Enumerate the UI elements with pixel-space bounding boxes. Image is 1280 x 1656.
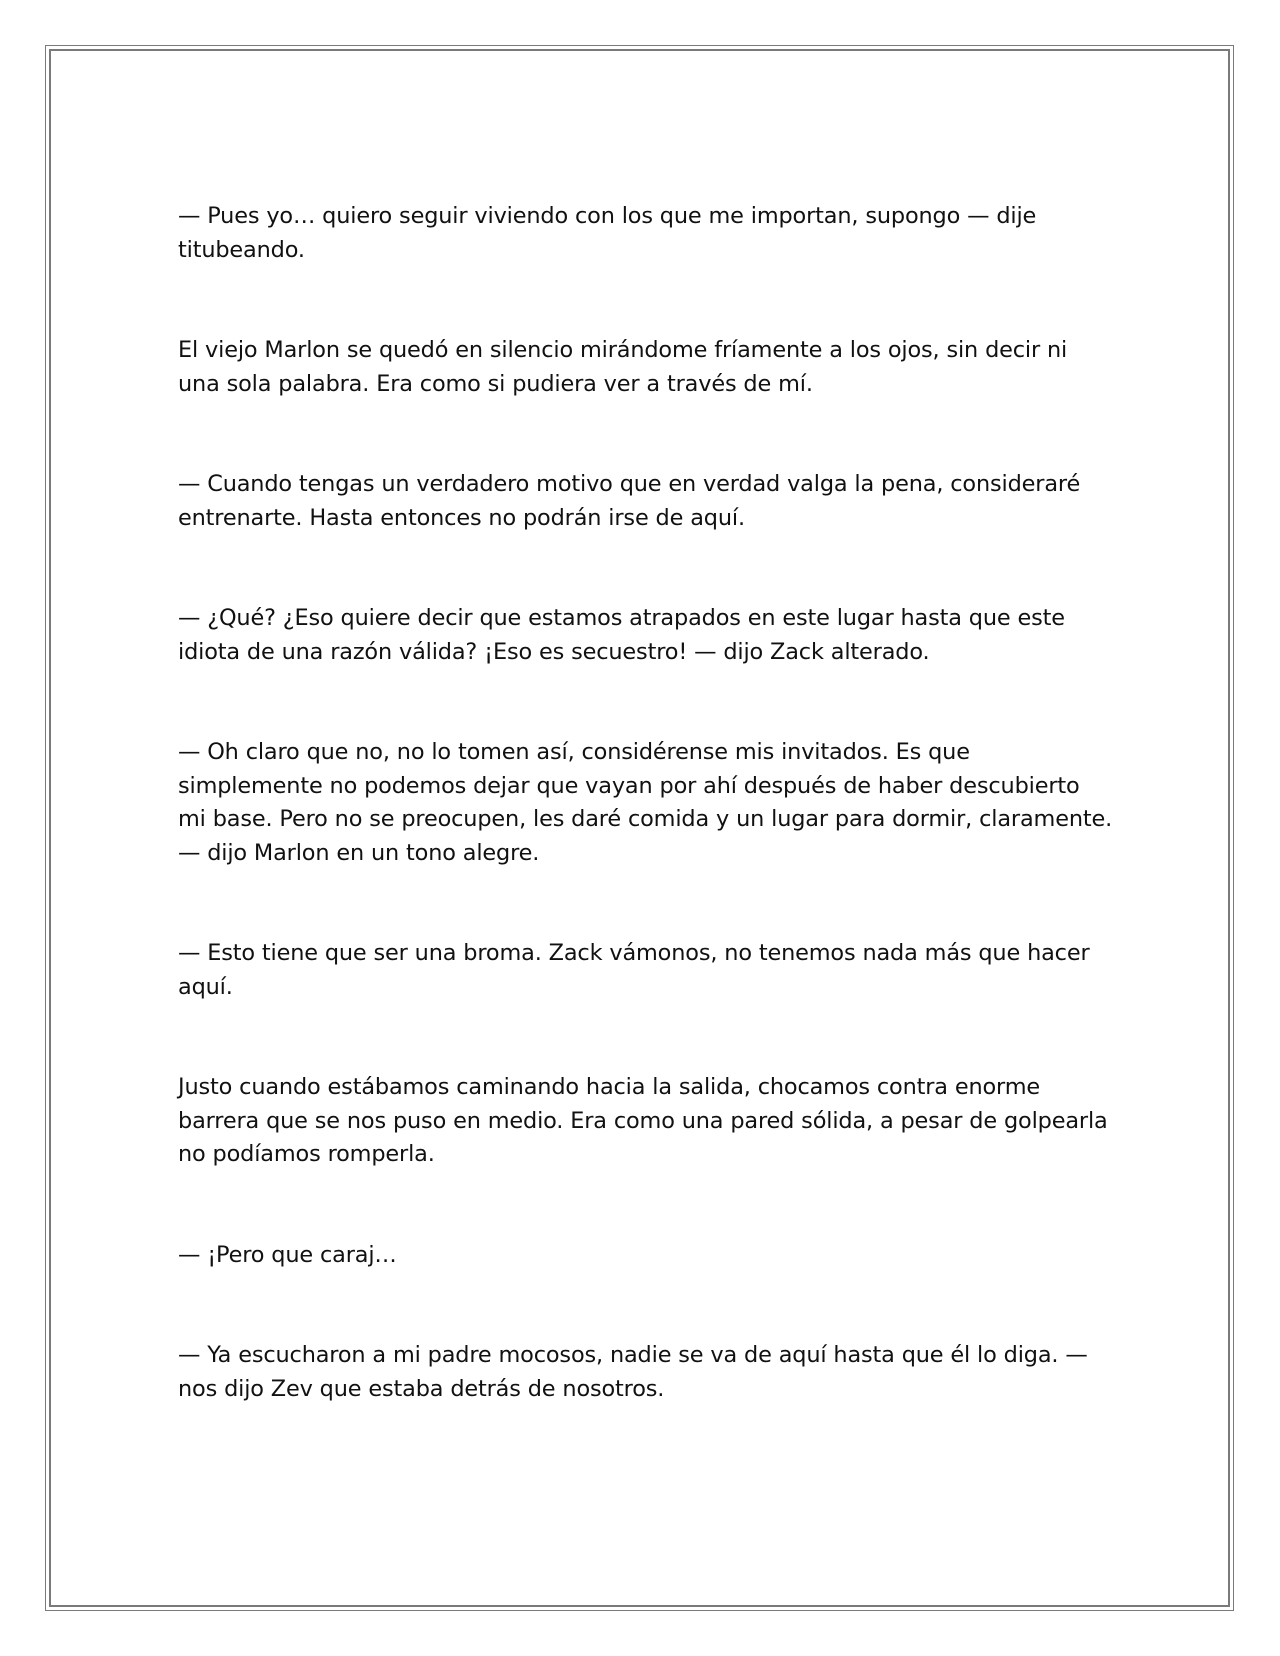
paragraph-line: — Ya escucharon a mi padre mocosos, nadie se va de aquí hasta que él lo diga. — bbox=[178, 1342, 1088, 1368]
paragraph-line: entrenarte. Hasta entonces no podrán irse de aquí. bbox=[178, 504, 745, 531]
paragraph-line: El viejo Marlon se quedó en silencio mirándome fríamente a los ojos, sin decir ni bbox=[178, 337, 1068, 363]
paragraph-7 bbox=[178, 1071, 1118, 1172]
paragraph-line: nos dijo Zev que estaba detrás de nosotros. bbox=[178, 1375, 665, 1402]
paragraph-line: mi base. Pero no se preocupen, les daré comida y un lugar para dormir, claramente. bbox=[178, 806, 1113, 832]
paragraph-line: — Oh claro que no, no lo tomen así, considérense mis invitados. Es que bbox=[178, 739, 970, 765]
paragraph-1 bbox=[178, 200, 1118, 267]
paragraph-8 bbox=[178, 1239, 1118, 1273]
paragraph-line: — dijo Marlon en un tono alegre. bbox=[178, 839, 540, 866]
paragraph-line: barrera que se nos puso en medio. Era como una pared sólida, a pesar de golpearla bbox=[178, 1107, 1108, 1134]
paragraph-line: — Cuando tengas un verdadero motivo que en verdad valga la pena, consideraré bbox=[178, 471, 1081, 497]
paragraph-5 bbox=[178, 736, 1118, 870]
document-body bbox=[178, 200, 1118, 1406]
paragraph-line: — Pues yo… quiero seguir viviendo con los que me importan, supongo — dije bbox=[178, 203, 1037, 229]
paragraph-6 bbox=[178, 937, 1118, 1004]
paragraph-3 bbox=[178, 468, 1118, 535]
paragraph-line: — Esto tiene que ser una broma. Zack vámonos, no tenemos nada más que hacer bbox=[178, 940, 1090, 966]
paragraph-4 bbox=[178, 602, 1118, 669]
paragraph-line: aquí. bbox=[178, 973, 233, 1000]
paragraph-line: simplemente no podemos dejar que vayan por ahí después de haber descubierto bbox=[178, 772, 1080, 799]
paragraph-9 bbox=[178, 1339, 1118, 1406]
paragraph-line: una sola palabra. Era como si pudiera ver a través de mí. bbox=[178, 370, 813, 397]
paragraph-line: Justo cuando estábamos caminando hacia la salida, chocamos contra enorme bbox=[178, 1074, 1041, 1100]
paragraph-2 bbox=[178, 334, 1118, 401]
paragraph-line: idiota de una razón válida? ¡Eso es secuestro! — dijo Zack alterado. bbox=[178, 638, 930, 665]
paragraph-line: — ¿Qué? ¿Eso quiere decir que estamos atrapados en este lugar hasta que este bbox=[178, 605, 1065, 631]
paragraph-line: — ¡Pero que caraj… bbox=[178, 1241, 397, 1268]
paragraph-line: titubeando. bbox=[178, 236, 305, 263]
paragraph-line: no podíamos romperla. bbox=[178, 1141, 435, 1167]
